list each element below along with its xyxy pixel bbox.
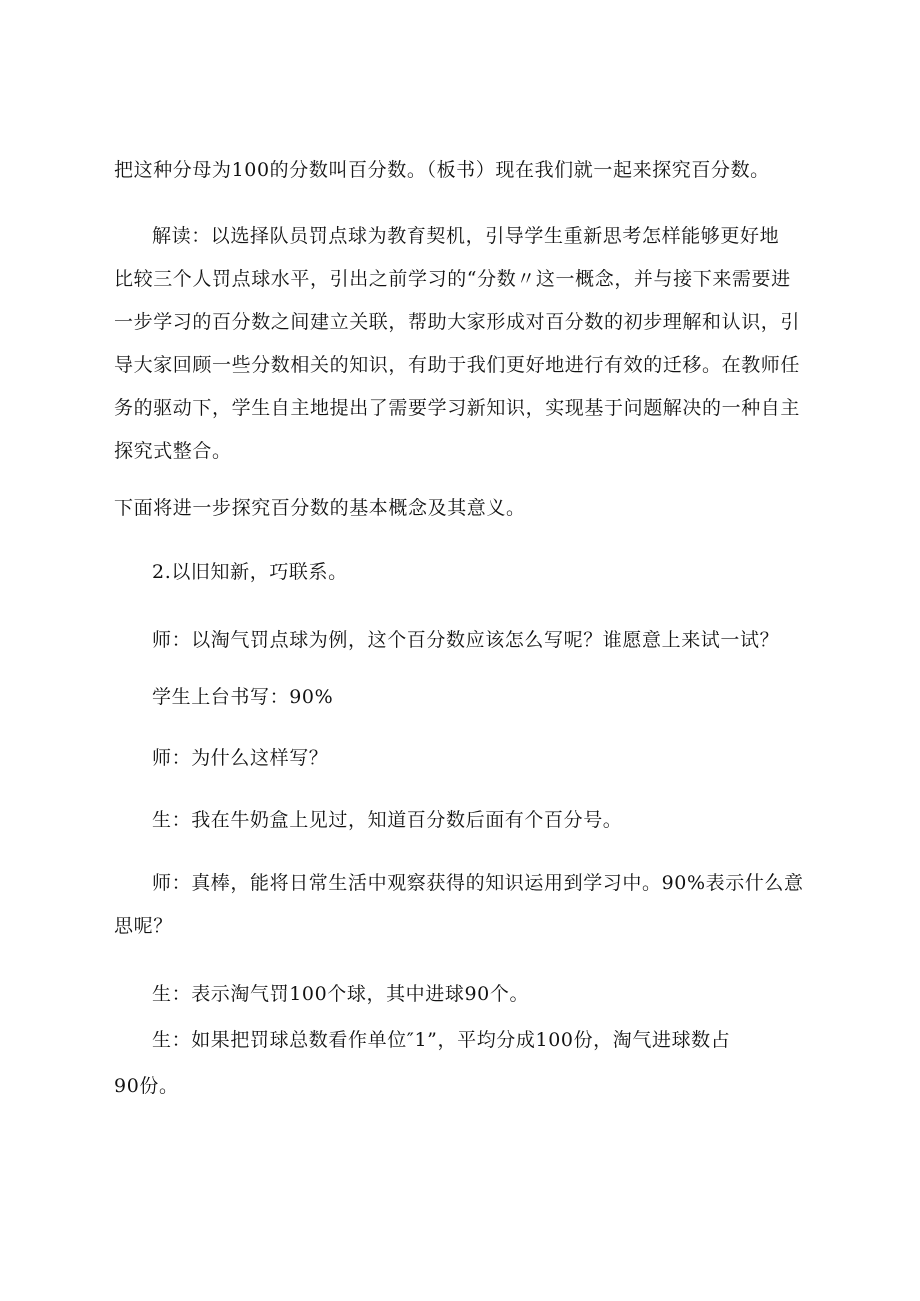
text-line-6: 务的驱动下，学生自主地提出了需要学习新知识，实现基于问题解决的一种自主 (114, 397, 801, 419)
text-line-2: 解读：以选择队员罚点球为教育契机，引导学生重新思考怎样能够更好地 (152, 225, 780, 247)
text-line-12: 师：为什么这样写？ (152, 747, 329, 769)
text-line-13: 生：我在牛奶盒上见过，知道百分数后面有个百分号。 (152, 809, 623, 831)
text-line-18: 90份。 (114, 1075, 179, 1097)
text-line-3: 比较三个人罚点球水平，引出之前学习的“分数〃这一概念，并与接下来需要进 (114, 268, 791, 290)
text-line-1: 把这种分母为100的分数叫百分数。（板书）现在我们就一起来探究百分数。 (114, 159, 770, 181)
text-line-4: 一步学习的百分数之间建立关联，帮助大家形成对百分数的初步理解和认识，引 (114, 311, 801, 333)
text-line-8: 下面将进一步探究百分数的基本概念及其意义。 (114, 497, 526, 519)
text-line-17: 生：如果把罚球总数看作单位″1”，平均分成100份，淘气进球数占 (152, 1029, 731, 1051)
text-line-10: 师：以淘气罚点球为例，这个百分数应该怎么写呢？谁愿意上来试一试？ (152, 629, 780, 651)
text-line-9: 2.以旧知新，巧联系。 (152, 561, 348, 583)
text-line-14: 师：真棒，能将日常生活中观察获得的知识运用到学习中。90%表示什么意 (152, 872, 804, 894)
text-line-15: 思呢？ (114, 915, 173, 937)
text-line-7: 探究式整合。 (114, 440, 232, 462)
text-line-5: 导大家回顾一些分数相关的知识，有助于我们更好地进行有效的迁移。在教师任 (114, 354, 801, 376)
text-line-11: 学生上台书写：90% (152, 686, 334, 708)
text-line-16: 生：表示淘气罚100个球，其中进球90个。 (152, 983, 530, 1005)
